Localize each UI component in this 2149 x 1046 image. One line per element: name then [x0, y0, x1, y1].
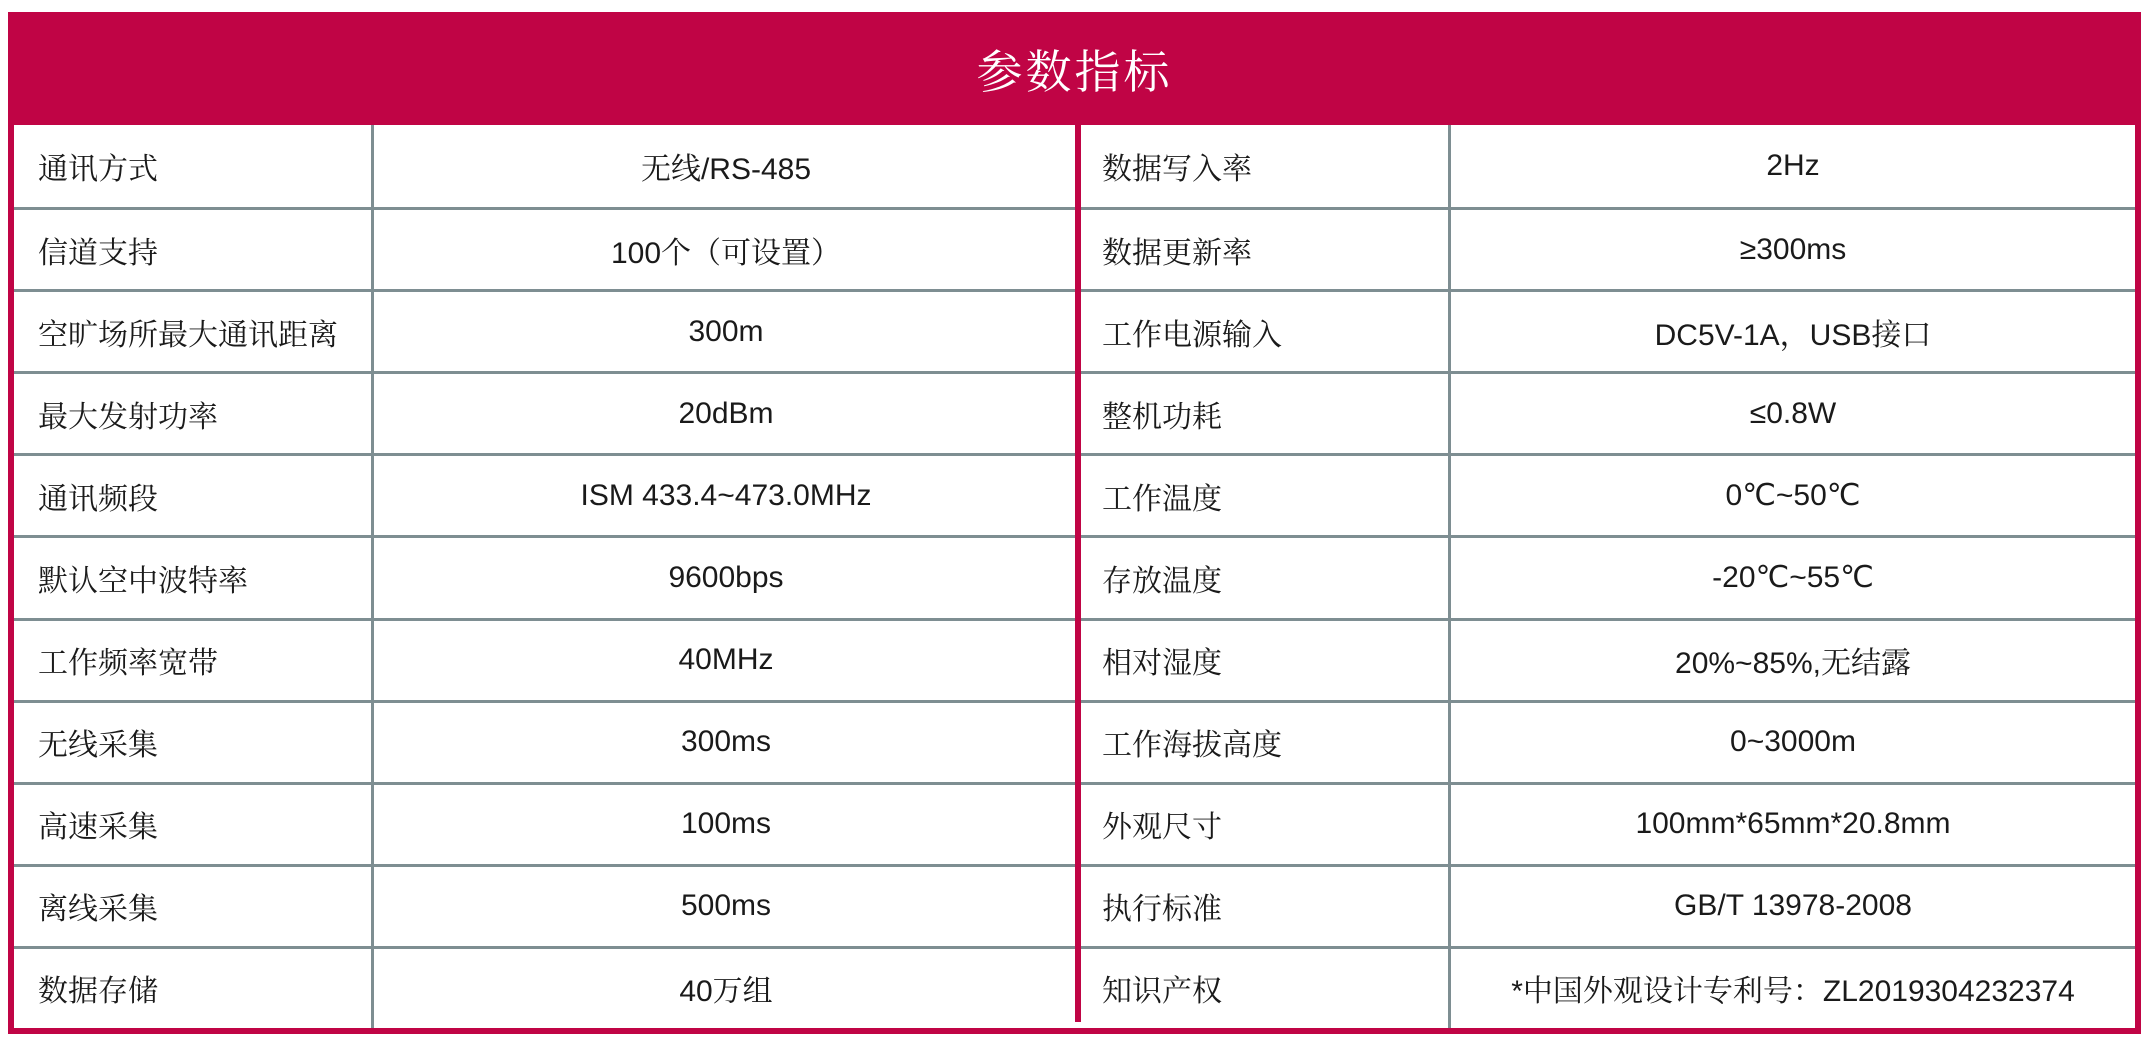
param-label-cell: 数据存储 — [14, 946, 374, 1028]
param-value-cell: ISM 433.4~473.0MHz — [374, 453, 1078, 535]
param-label-cell: 整机功耗 — [1078, 371, 1451, 453]
param-value-cell: 20%~85%,无结露 — [1451, 618, 2135, 700]
param-label-cell: 数据更新率 — [1078, 207, 1451, 289]
param-label-cell: 存放温度 — [1078, 535, 1451, 617]
param-label-cell: 工作频率宽带 — [14, 618, 374, 700]
param-value-cell: 100mm*65mm*20.8mm — [1451, 782, 2135, 864]
param-label-cell: 工作电源输入 — [1078, 289, 1451, 371]
param-value-cell: ≤0.8W — [1451, 371, 2135, 453]
param-value-cell: 20dBm — [374, 371, 1078, 453]
param-label-cell: 空旷场所最大通讯距离 — [14, 289, 374, 371]
param-value-cell: *中国外观设计专利号：ZL2019304232374 — [1451, 946, 2135, 1028]
param-label-cell: 工作温度 — [1078, 453, 1451, 535]
param-label-cell: 离线采集 — [14, 864, 374, 946]
param-label-cell: 信道支持 — [14, 207, 374, 289]
param-value-cell: 300ms — [374, 700, 1078, 782]
param-value-cell: ≥300ms — [1451, 207, 2135, 289]
param-value-cell: 0℃~50℃ — [1451, 453, 2135, 535]
param-label-cell: 知识产权 — [1078, 946, 1451, 1028]
param-value-cell: DC5V-1A，USB接口 — [1451, 289, 2135, 371]
param-label-cell: 相对湿度 — [1078, 618, 1451, 700]
param-label-cell: 默认空中波特率 — [14, 535, 374, 617]
param-label-cell: 最大发射功率 — [14, 371, 374, 453]
param-value-cell: 500ms — [374, 864, 1078, 946]
param-value-cell: 0~3000m — [1451, 700, 2135, 782]
spec-table — [8, 125, 2141, 1034]
param-label-cell: 通讯方式 — [14, 125, 374, 207]
center-divider — [1075, 125, 1081, 1022]
param-value-cell: 300m — [374, 289, 1078, 371]
param-value-cell: -20℃~55℃ — [1451, 535, 2135, 617]
param-label-cell: 执行标准 — [1078, 864, 1451, 946]
param-label-cell: 外观尺寸 — [1078, 782, 1451, 864]
page-title: 参数指标 — [976, 45, 1173, 98]
param-value-cell: 40MHz — [374, 618, 1078, 700]
param-value-cell: 9600bps — [374, 535, 1078, 617]
param-value-cell: 2Hz — [1766, 149, 1820, 183]
param-value-cell: 100个（可设置） — [374, 207, 1078, 289]
param-value-cell: 40万组 — [374, 946, 1078, 1028]
param-value-cell: 无线/RS-485 — [640, 153, 812, 187]
param-label-cell: 工作海拔高度 — [1078, 700, 1451, 782]
param-label-cell: 高速采集 — [14, 782, 374, 864]
table-title-bar — [8, 12, 2141, 125]
param-value-cell: 100ms — [374, 782, 1078, 864]
param-value-cell: GB/T 13978-2008 — [1451, 864, 2135, 946]
param-label-cell: 数据写入率 — [1078, 125, 1451, 207]
param-label-cell: 无线采集 — [14, 700, 374, 782]
param-label-cell: 通讯频段 — [14, 453, 374, 535]
